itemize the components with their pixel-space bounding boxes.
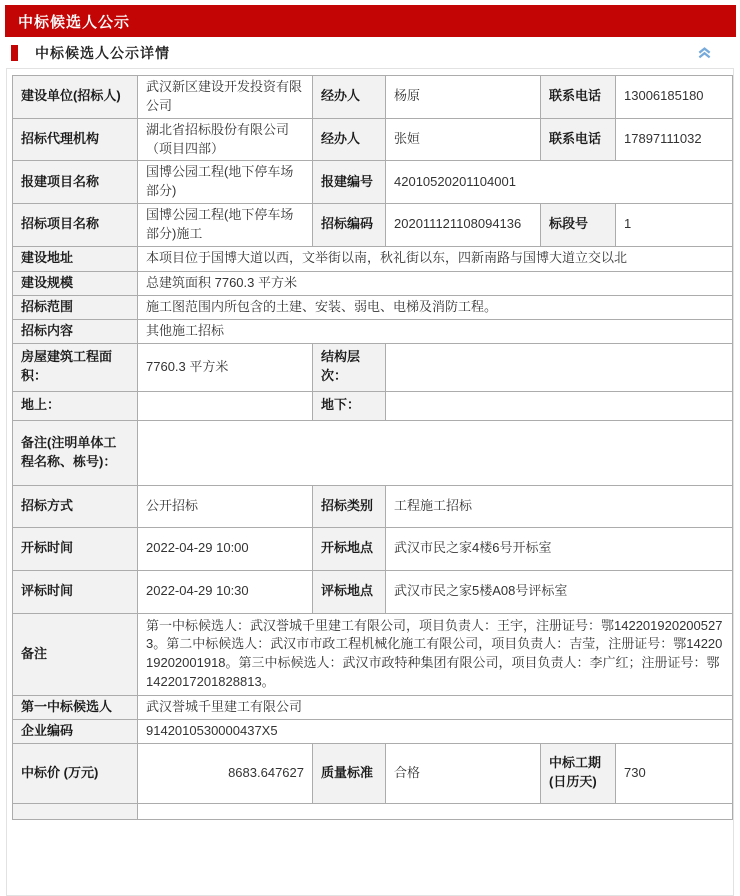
value-registration-name: 国博公园工程(地下停车场部分) xyxy=(138,161,313,204)
row-winning-price xyxy=(13,743,733,803)
section-marker xyxy=(11,45,18,61)
value-agency: 湖北省招标股份有限公司 （项目四部） xyxy=(138,118,313,161)
label-opening-place: 开标地点 xyxy=(313,527,386,570)
row-remark-unit xyxy=(13,420,733,485)
value-registration-no: 42010520201104001 xyxy=(386,161,733,204)
label-agency: 招标代理机构 xyxy=(13,118,138,161)
label-handler-a: 经办人 xyxy=(313,76,386,119)
label-clipped xyxy=(13,803,138,819)
value-structure-level xyxy=(386,343,733,391)
value-content: 其他施工招标 xyxy=(138,319,733,343)
row-construction-unit xyxy=(13,76,733,119)
label-quality-standard: 质量标准 xyxy=(313,743,386,803)
row-tender-content xyxy=(13,319,733,343)
label-scale: 建设规模 xyxy=(13,271,138,295)
row-clipped xyxy=(13,803,733,819)
value-quality-standard: 合格 xyxy=(386,743,541,803)
value-remark-candidates: 第一中标候选人：武汉誉城千里建工有限公司，项目负责人：王宇，注册证号：鄂1422019202005273。第二中标候选人：武汉市市政工程机械化施工有限公司，项目负责人：吉莹，注册证号：鄂1422019202001918。第三中标候选人：武汉市政特种集团有限公司，项目负责人：李广红；注册证号：鄂1422017201828813。 xyxy=(138,613,733,695)
value-address: 本项目位于国博大道以西，文举街以南，秋礼街以东，四新南路与国博大道立交以北 xyxy=(138,246,733,271)
row-bid-evaluation xyxy=(13,570,733,613)
value-below-ground xyxy=(386,391,733,420)
label-opening-time: 开标时间 xyxy=(13,527,138,570)
value-scale: 总建筑面积 7760.3 平方米 xyxy=(138,271,733,295)
label-scope: 招标范围 xyxy=(13,295,138,319)
value-tender-category: 工程施工招标 xyxy=(386,485,733,527)
row-above-below-ground xyxy=(13,391,733,420)
value-first-candidate: 武汉誉城千里建工有限公司 xyxy=(138,695,733,719)
label-remark-unit: 备注(注明单体工程名称、栋号)： xyxy=(13,420,138,485)
page-header xyxy=(5,5,736,37)
value-tender-code: 202011121108094136 xyxy=(386,204,541,247)
value-handler-b: 张姮 xyxy=(386,118,541,161)
label-tender-method: 招标方式 xyxy=(13,485,138,527)
label-structure-level: 结构层次： xyxy=(313,343,386,391)
label-registration-no: 报建编号 xyxy=(313,161,386,204)
value-evaluation-time: 2022-04-29 10:30 xyxy=(138,570,313,613)
row-project-registration xyxy=(13,161,733,204)
value-remark-unit xyxy=(138,420,733,485)
label-content: 招标内容 xyxy=(13,319,138,343)
label-building-area: 房屋建筑工程面积： xyxy=(13,343,138,391)
label-tenderee: 建设单位(招标人) xyxy=(13,76,138,119)
value-tender-name: 国博公园工程(地下停车场部分)施工 xyxy=(138,204,313,247)
detail-panel xyxy=(6,68,734,896)
label-remark-candidates: 备注 xyxy=(13,613,138,695)
label-section-no: 标段号 xyxy=(541,204,616,247)
label-evaluation-place: 评标地点 xyxy=(313,570,386,613)
value-enterprise-code: 9142010530000437X5 xyxy=(138,719,733,743)
row-tender-project xyxy=(13,204,733,247)
value-winning-price: 8683.647627 xyxy=(138,743,313,803)
value-winning-duration: 730 xyxy=(616,743,733,803)
row-first-candidate xyxy=(13,695,733,719)
row-remark-candidates xyxy=(13,613,733,695)
section-header xyxy=(5,37,736,68)
row-building-area xyxy=(13,343,733,391)
row-bidding-agency xyxy=(13,118,733,161)
label-enterprise-code: 企业编码 xyxy=(13,719,138,743)
value-above-ground xyxy=(138,391,313,420)
collapse-double-chevron-up-icon[interactable] xyxy=(697,45,712,60)
value-clipped xyxy=(138,803,733,819)
value-opening-place: 武汉市民之家4楼6号开标室 xyxy=(386,527,733,570)
label-tender-category: 招标类别 xyxy=(313,485,386,527)
row-construction-scale xyxy=(13,271,733,295)
label-first-candidate: 第一中标候选人 xyxy=(13,695,138,719)
label-phone-b: 联系电话 xyxy=(541,118,616,161)
label-tender-code: 招标编码 xyxy=(313,204,386,247)
label-handler-b: 经办人 xyxy=(313,118,386,161)
label-tender-name: 招标项目名称 xyxy=(13,204,138,247)
value-evaluation-place: 武汉市民之家5楼A08号评标室 xyxy=(386,570,733,613)
label-address: 建设地址 xyxy=(13,246,138,271)
label-evaluation-time: 评标时间 xyxy=(13,570,138,613)
value-scope: 施工图范围内所包含的土建、安装、弱电、电梯及消防工程。 xyxy=(138,295,733,319)
value-phone-b: 17897111032 xyxy=(616,118,733,161)
row-tender-method xyxy=(13,485,733,527)
value-phone-a: 13006185180 xyxy=(616,76,733,119)
label-phone-a: 联系电话 xyxy=(541,76,616,119)
value-tender-method: 公开招标 xyxy=(138,485,313,527)
row-tender-scope xyxy=(13,295,733,319)
value-section-no: 1 xyxy=(616,204,733,247)
value-opening-time: 2022-04-29 10:00 xyxy=(138,527,313,570)
value-handler-a: 杨原 xyxy=(386,76,541,119)
row-enterprise-code xyxy=(13,719,733,743)
label-winning-duration: 中标工期(日历天) xyxy=(541,743,616,803)
row-bid-opening xyxy=(13,527,733,570)
label-above-ground: 地上： xyxy=(13,391,138,420)
label-below-ground: 地下： xyxy=(313,391,386,420)
section-title: 中标候选人公示详情 xyxy=(35,44,170,61)
label-registration-name: 报建项目名称 xyxy=(13,161,138,204)
detail-table xyxy=(12,75,733,820)
label-winning-price: 中标价 (万元) xyxy=(13,743,138,803)
value-tenderee: 武汉新区建设开发投资有限公司 xyxy=(138,76,313,119)
value-building-area: 7760.3 平方米 xyxy=(138,343,313,391)
row-construction-address xyxy=(13,246,733,271)
page-title: 中标候选人公示 xyxy=(18,13,131,31)
